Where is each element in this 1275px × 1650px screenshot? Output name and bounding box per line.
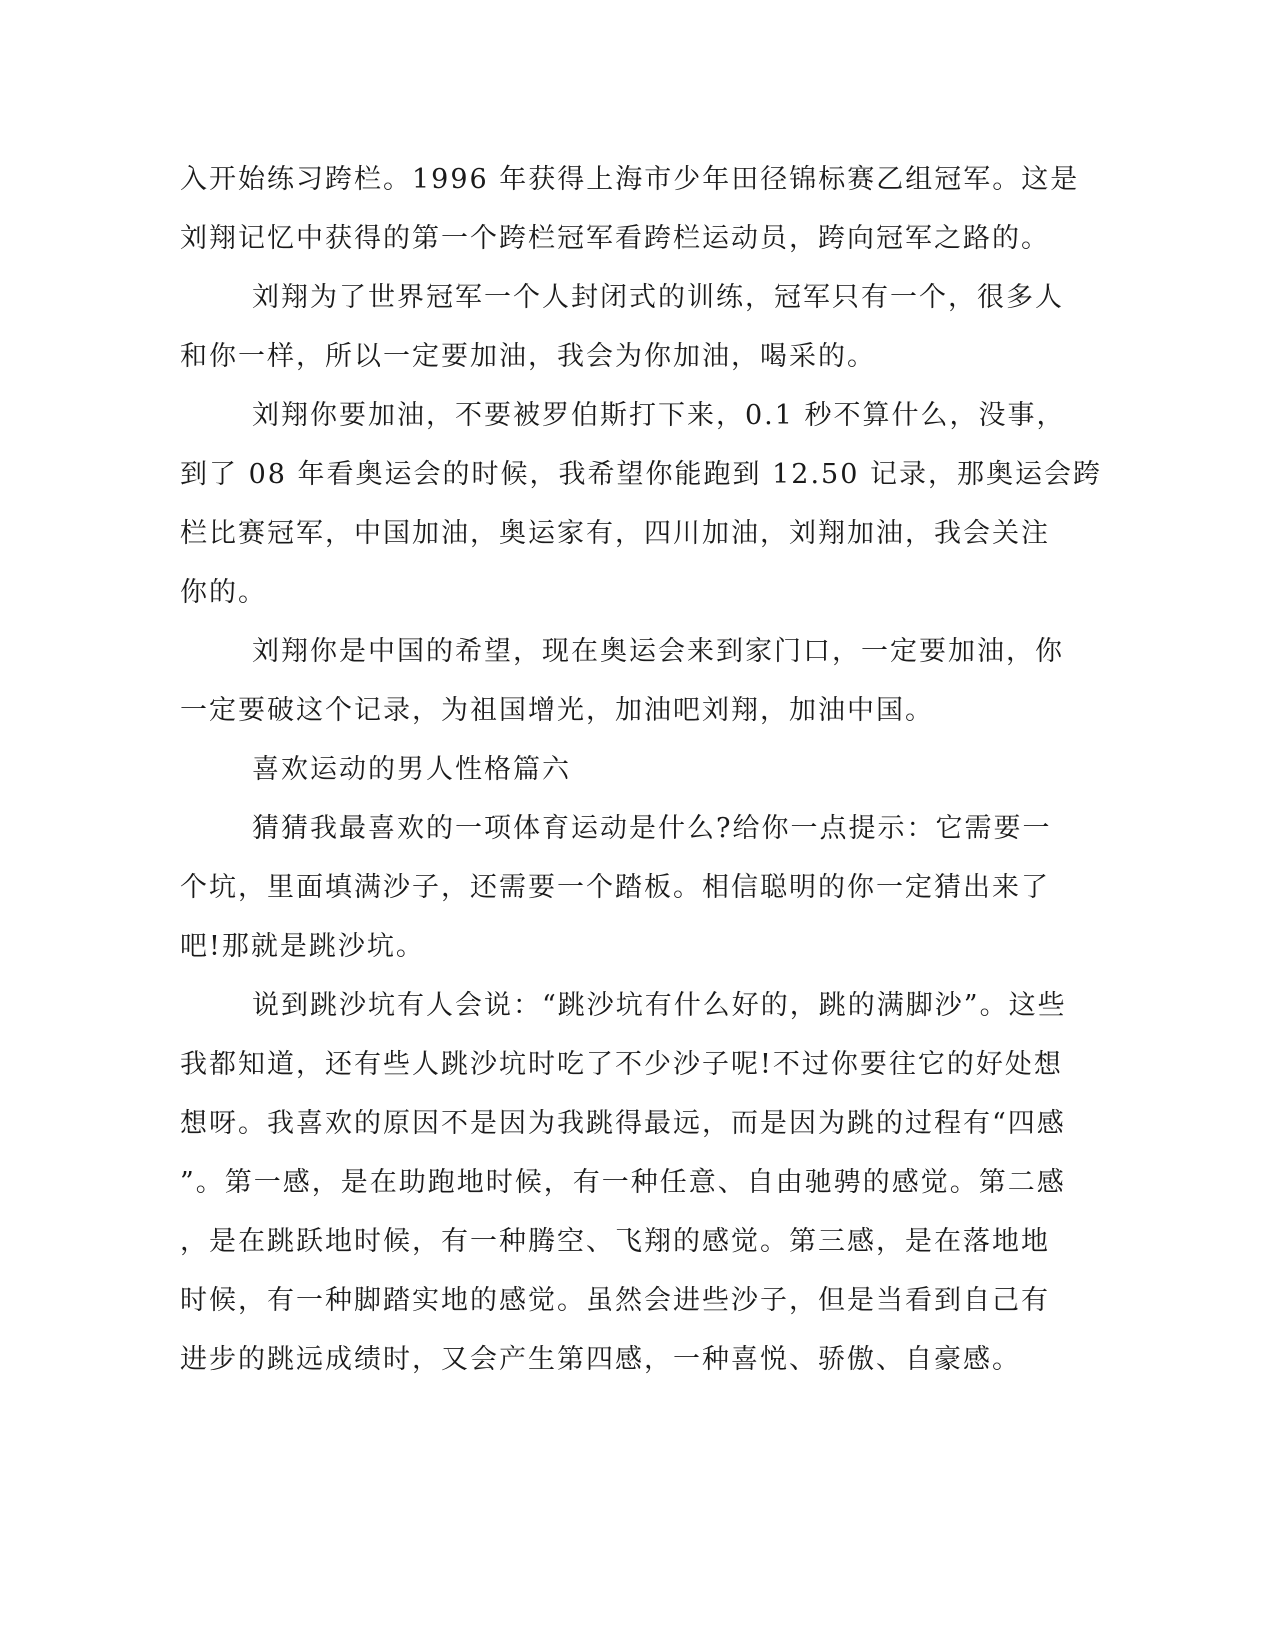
text-line: 你的。 [180, 577, 267, 608]
text-line: 猜猜我最喜欢的一项体育运动是什么?给你一点提示：它需要一 [252, 813, 1052, 844]
text-line: 吧!那就是跳沙坑。 [180, 931, 425, 962]
text-line: 刘翔你是中国的希望，现在奥运会来到家门口，一定要加油，你 [252, 636, 1064, 667]
document-body [180, 150, 1102, 1389]
text-line: ”。第一感，是在助跑地时候，有一种任意、自由驰骋的感觉。第二感 [180, 1167, 1066, 1198]
text-line: 入开始练习跨栏。1996 年获得上海市少年田径锦标赛乙组冠军。这是 [180, 164, 1080, 195]
section-heading: 喜欢运动的男人性格篇六 [252, 754, 571, 785]
text-line: 我都知道，还有些人跳沙坑时吃了不少沙子呢!不过你要往它的好处想 [180, 1049, 1063, 1080]
text-line: 进步的跳远成绩时，又会产生第四感，一种喜悦、骄傲、自豪感。 [180, 1344, 1021, 1375]
text-line: 想呀。我喜欢的原因不是因为我跳得最远，而是因为跳的过程有“四感 [180, 1108, 1066, 1139]
text-line: 个坑，里面填满沙子，还需要一个踏板。相信聪明的你一定猜出来了 [180, 872, 1050, 903]
text-line: ，是在跳跃地时候，有一种腾空、飞翔的感觉。第三感，是在落地地 [180, 1226, 1050, 1257]
text-line: 栏比赛冠军，中国加油，奥运家有，四川加油，刘翔加油，我会关注 [180, 518, 1050, 549]
text-line: 刘翔记忆中获得的第一个跨栏冠军看跨栏运动员，跨向冠军之路的。 [180, 223, 1050, 254]
text-line: 刘翔你要加油，不要被罗伯斯打下来，0.1 秒不算什么，没事， [252, 400, 1066, 431]
text-line: 一定要破这个记录，为祖国增光，加油吧刘翔，加油中国。 [180, 695, 934, 726]
text-line: 时候，有一种脚踏实地的感觉。虽然会进些沙子，但是当看到自己有 [180, 1285, 1050, 1316]
text-line: 和你一样，所以一定要加油，我会为你加油，喝采的。 [180, 341, 876, 372]
text-line: 到了 08 年看奥运会的时候，我希望你能跑到 12.50 记录，那奥运会跨 [180, 459, 1102, 490]
text-line: 刘翔为了世界冠军一个人封闭式的训练，冠军只有一个，很多人 [252, 282, 1064, 313]
text-line: 说到跳沙坑有人会说：“跳沙坑有什么好的，跳的满脚沙”。这些 [252, 990, 1067, 1021]
